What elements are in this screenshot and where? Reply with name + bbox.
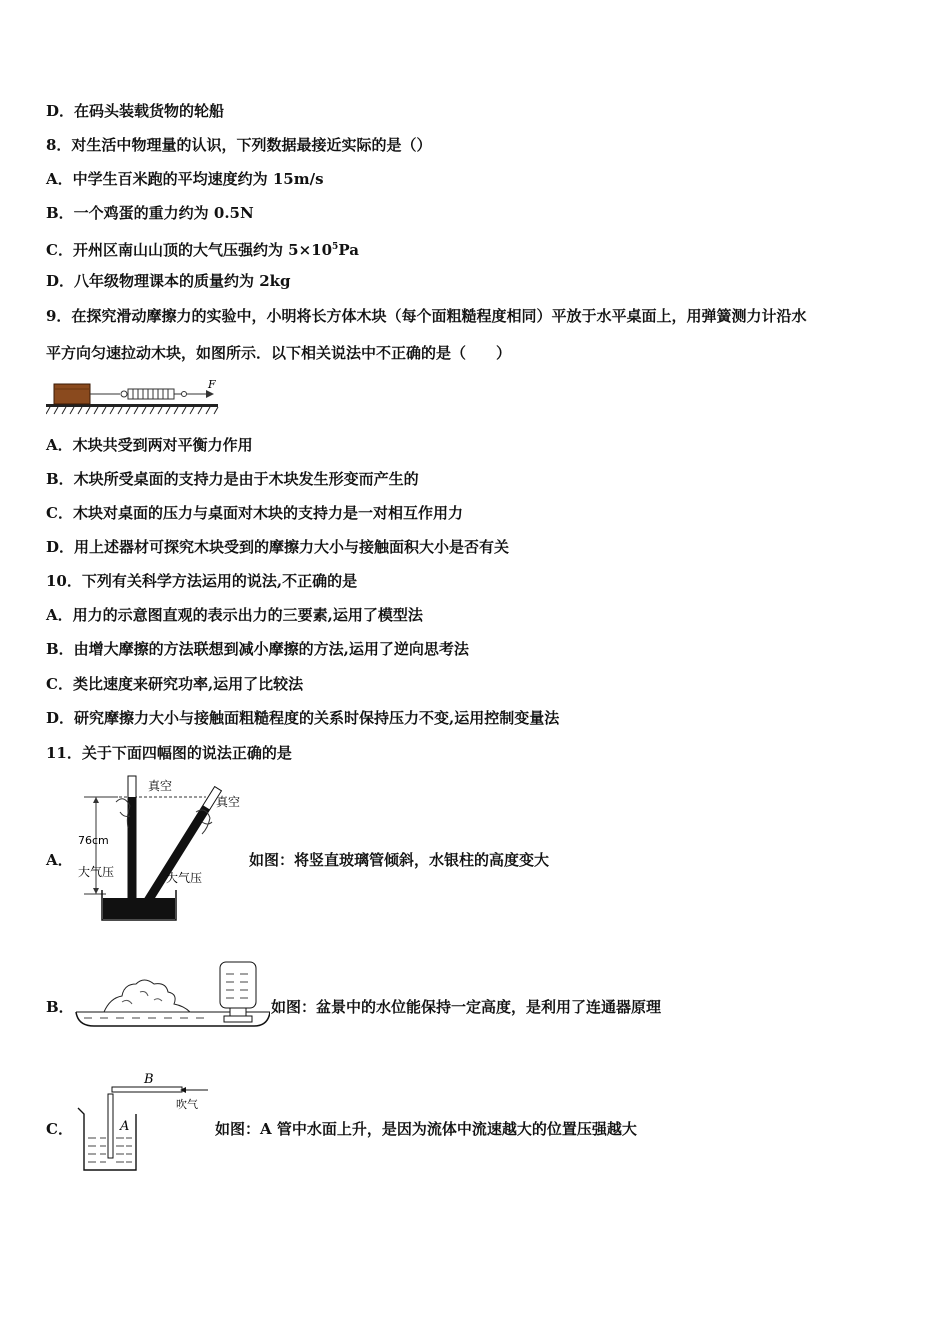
q8-option-d: D．八年级物理课本的质量约为 2kg bbox=[46, 272, 291, 290]
q8-stem: 8．对生活中物理量的认识，下列数据最接近实际的是（） bbox=[46, 136, 432, 154]
q9-figure-force-label: F bbox=[208, 378, 216, 391]
q11-stem: 11．关于下面四幅图的说法正确的是 bbox=[46, 744, 292, 762]
q9-figure-block-spring-scale bbox=[46, 378, 221, 418]
q8-option-a: A．中学生百米跑的平均速度约为 15m/s bbox=[46, 170, 324, 188]
q11-option-b-text: 如图：盆景中的水位能保持一定高度，是利用了连通器原理 bbox=[271, 998, 662, 1016]
q8-option-c-suffix: Pa bbox=[338, 241, 359, 259]
q11-figure-a-torricelli bbox=[76, 772, 251, 924]
q9-option-a: A．木块共受到两对平衡力作用 bbox=[46, 436, 253, 454]
q11-figure-b-bonsai bbox=[74, 958, 270, 1030]
q11-figure-a-height-label: 76cm bbox=[78, 834, 109, 847]
q10-option-c: C．类比速度来研究功率,运用了比较法 bbox=[46, 675, 304, 693]
q9-option-d: D．用上述器材可探究木块受到的摩擦力大小与接触面积大小是否有关 bbox=[46, 538, 510, 556]
q11-figure-c-blow-tube bbox=[74, 1068, 219, 1176]
q10-option-a: A．用力的示意图直观的表示出力的三要素,运用了模型法 bbox=[46, 606, 423, 624]
q11-figure-a-vacuum-right: 真空 bbox=[216, 795, 241, 809]
q7-option-d: D．在码头装载货物的轮船 bbox=[46, 102, 225, 120]
q10-option-b: B．由增大摩擦的方法联想到减小摩擦的方法,运用了逆向思考法 bbox=[46, 640, 469, 658]
q9-stem-line1: 9．在探究滑动摩擦力的实验中，小明将长方体木块（每个面粗糙程度相同）平放于水平桌面上，用弹簧测力计沿水 bbox=[46, 307, 807, 325]
q8-option-c-prefix: C．开州区南山山顶的大气压强约为 5×10 bbox=[46, 241, 333, 259]
q10-option-d: D．研究摩擦力大小与接触面粗糙程度的关系时保持压力不变,运用控制变量法 bbox=[46, 709, 560, 727]
q11-option-a-text: 如图：将竖直玻璃管倾斜，水银柱的高度变大 bbox=[249, 851, 550, 869]
q11-figure-c-label-b: B bbox=[144, 1072, 154, 1087]
q11-option-c-text: 如图：A 管中水面上升，是因为流体中流速越大的位置压强越大 bbox=[215, 1120, 637, 1138]
q11-option-a-label: A． bbox=[46, 851, 73, 869]
q8-option-c-exponent: 5 bbox=[332, 242, 339, 252]
q11-option-c-label: C． bbox=[46, 1120, 73, 1138]
q9-option-c: C．木块对桌面的压力与桌面对木块的支持力是一对相互作用力 bbox=[46, 504, 463, 522]
q11-figure-a-atm-right: 大气压 bbox=[166, 871, 203, 885]
q11-figure-a-vacuum-top: 真空 bbox=[148, 779, 173, 793]
q11-figure-c-label-a: A bbox=[120, 1119, 130, 1134]
q9-stem-line2: 平方向匀速拉动木块，如图所示．以下相关说法中不正确的是（ ） bbox=[46, 344, 512, 362]
q10-stem: 10．下列有关科学方法运用的说法,不正确的是 bbox=[46, 572, 358, 590]
q8-option-c bbox=[46, 237, 359, 260]
q11-figure-c-blow-label: 吹气 bbox=[176, 1098, 198, 1111]
q9-option-b: B．木块所受桌面的支持力是由于木块发生形变而产生的 bbox=[46, 470, 419, 488]
q8-option-b: B．一个鸡蛋的重力约为 0.5N bbox=[46, 204, 254, 222]
q11-figure-a-atm-left: 大气压 bbox=[78, 865, 115, 879]
q11-option-b-label: B． bbox=[46, 998, 74, 1016]
